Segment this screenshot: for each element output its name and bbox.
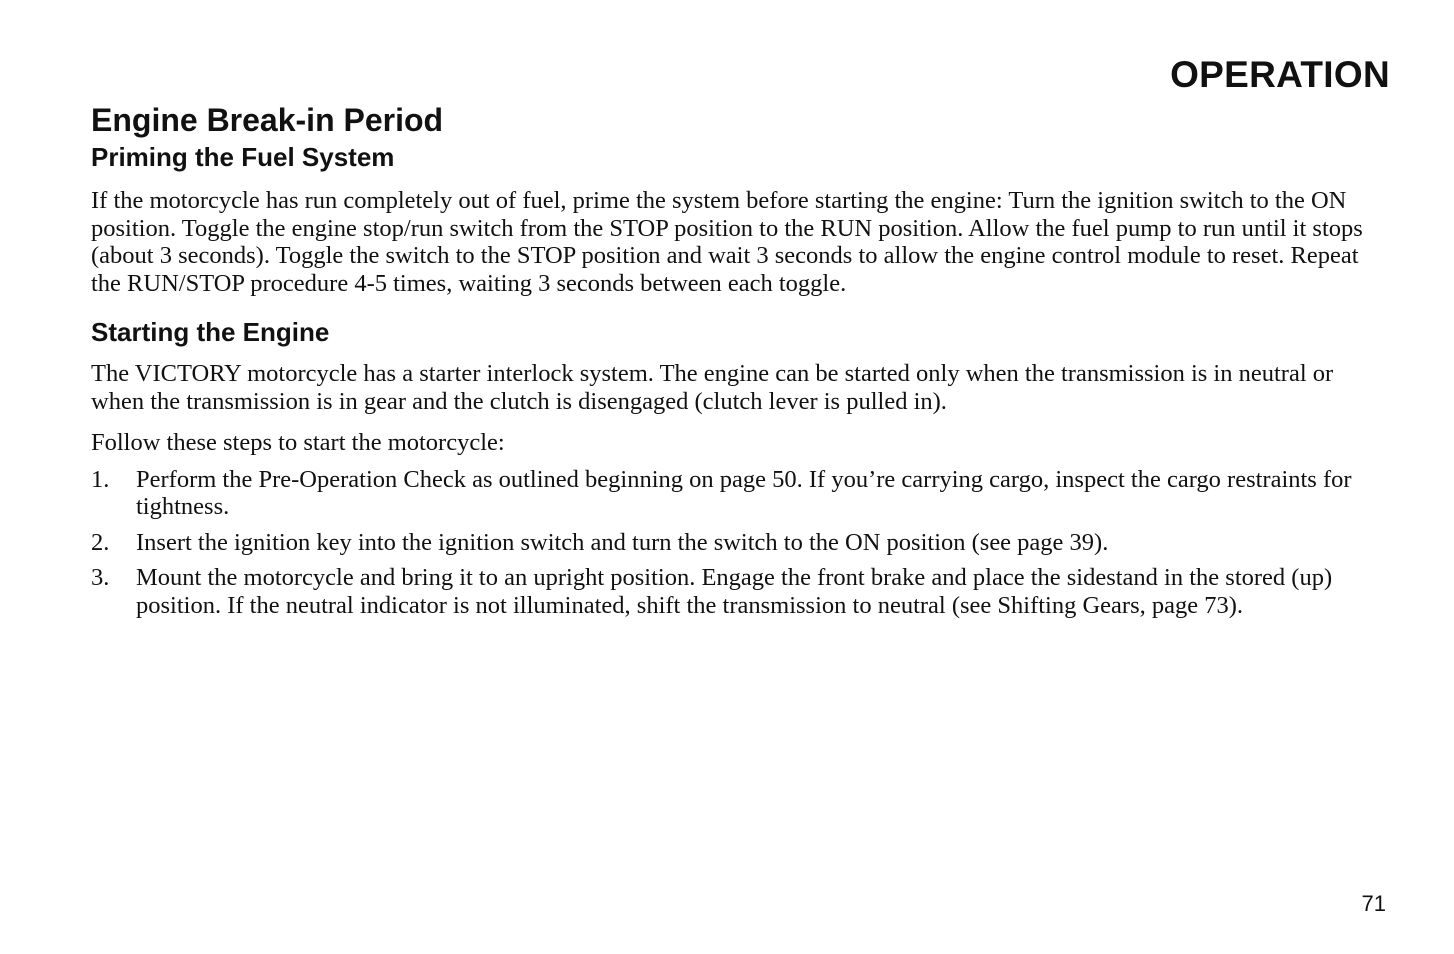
- starting-heading: Starting the Engine: [91, 317, 330, 347]
- step-number: 2.: [91, 528, 110, 556]
- step-item: [91, 564, 1381, 619]
- page-content: [91, 100, 1381, 627]
- step-text: Perform the Pre-Operation Check as outlined beginning on page 50. If you’re carrying cargo, inspect the cargo restraints for tightness.: [136, 465, 1352, 520]
- priming-heading: Priming the Fuel System: [91, 142, 395, 172]
- priming-paragraph: If the motorcycle has run completely out of fuel, prime the system before starting the engine: Turn the ignition switch to the ON position. Toggle the engine stop/run switch from the STOP position to the RUN position. Allow the fuel pump to run until it stops (about 3 seconds). Toggle the switch to the STOP position and wait 3 seconds to allow the engine control module to reset. Repeat the RUN/STOP procedure 4-5 times, waiting 3 seconds between each toggle.: [91, 187, 1363, 297]
- page-title: Engine Break-in Period: [91, 102, 444, 138]
- step-item: [91, 529, 1381, 557]
- step-number: 1.: [91, 465, 110, 493]
- step-text: Insert the ignition key into the ignition switch and turn the switch to the ON position (see page 39).: [136, 528, 1109, 556]
- step-number: 3.: [91, 564, 110, 591]
- step-text: Mount the motorcycle and bring it to an upright position. Engage the front brake and place the sidestand in the stored (up) position. If the neutral indicator is not illuminated, shift the transmission to neutral (see Shifting Gears, page 73).: [136, 564, 1333, 619]
- steps-intro: Follow these steps to start the motorcycle:: [91, 429, 505, 456]
- page-number: 71: [1361, 891, 1386, 916]
- step-item: [91, 466, 1381, 521]
- steps-list: [91, 466, 1381, 620]
- section-header: OPERATION: [1170, 54, 1390, 95]
- starter-interlock-paragraph: The VICTORY motorcycle has a starter interlock system. The engine can be started only when the transmission is in neutral or when the transmission is in gear and the clutch is disengaged (clutch lever is pulled in).: [91, 360, 1334, 415]
